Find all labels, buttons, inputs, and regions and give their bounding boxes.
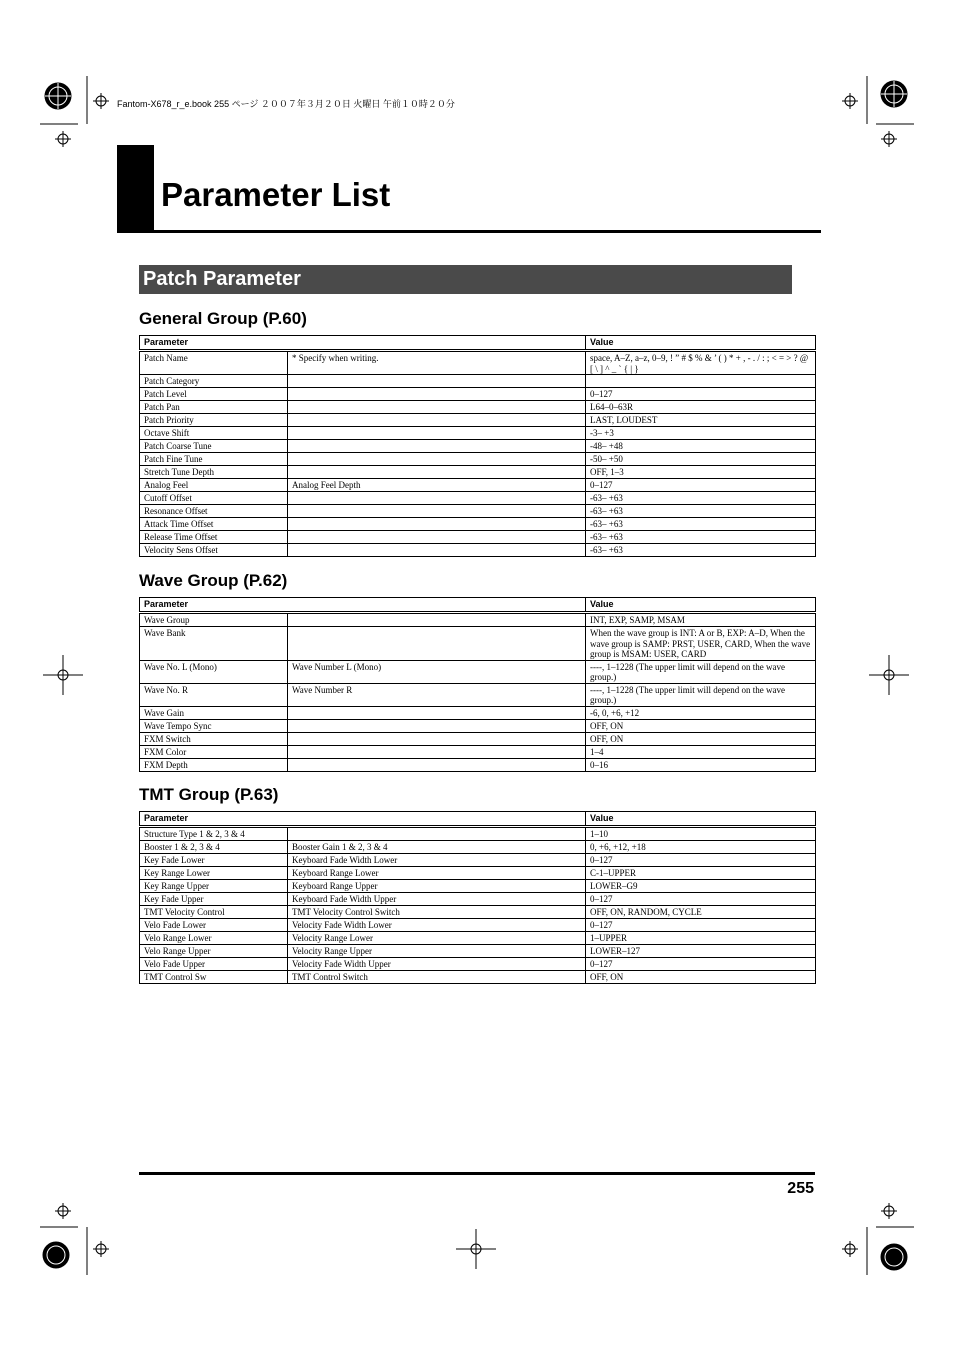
- table-row: [140, 971, 816, 984]
- cell-full-name: [288, 414, 586, 427]
- cell-value: 1–UPPER: [586, 932, 816, 945]
- table-row: [140, 958, 816, 971]
- table-row: [140, 827, 816, 841]
- table-row: [140, 758, 816, 771]
- cell-value: LAST, LOUDEST: [586, 414, 816, 427]
- cell-parameter: Patch Pan: [140, 401, 288, 414]
- table-row: [140, 388, 816, 401]
- cell-parameter: FXM Color: [140, 745, 288, 758]
- cell-full-name: [288, 827, 586, 841]
- table-row: [140, 351, 816, 375]
- cell-parameter: Key Fade Lower: [140, 854, 288, 867]
- cell-value: 0–127: [586, 919, 816, 932]
- cell-parameter: Key Fade Upper: [140, 893, 288, 906]
- cell-full-name: Velocity Fade Width Lower: [288, 919, 586, 932]
- wave-group-heading: Wave Group (P.62): [139, 571, 288, 590]
- general-group-table: [139, 335, 816, 557]
- table-row: [140, 627, 816, 661]
- cell-value: -63– +63: [586, 544, 816, 557]
- title-block-decoration: [117, 145, 154, 233]
- cell-parameter: Wave No. L (Mono): [140, 660, 288, 683]
- table-row: [140, 375, 816, 388]
- cell-parameter: Patch Name: [140, 351, 288, 375]
- cell-full-name: TMT Control Switch: [288, 971, 586, 984]
- cell-parameter: Cutoff Offset: [140, 492, 288, 505]
- cell-parameter: Wave Group: [140, 613, 288, 627]
- table-row: [140, 854, 816, 867]
- cell-parameter: Velo Fade Lower: [140, 919, 288, 932]
- table-row: [140, 919, 816, 932]
- cell-value: -63– +63: [586, 518, 816, 531]
- general-group-heading: General Group (P.60): [139, 309, 307, 328]
- cell-full-name: [288, 492, 586, 505]
- cell-full-name: Velocity Range Lower: [288, 932, 586, 945]
- table-row: [140, 544, 816, 557]
- file-info-header: Fantom-X678_r_e.book 255 ページ ２００７年３月２０日 火曜日 午前１０時２０分: [117, 99, 455, 109]
- cell-full-name: [288, 544, 586, 557]
- cell-full-name: TMT Velocity Control Switch: [288, 906, 586, 919]
- cell-parameter: FXM Switch: [140, 732, 288, 745]
- page-title: Parameter List: [161, 176, 391, 213]
- cell-value: -63– +63: [586, 492, 816, 505]
- cell-value: OFF, ON: [586, 719, 816, 732]
- cell-value: 0–127: [586, 893, 816, 906]
- table-row: [140, 683, 816, 706]
- table-row: [140, 719, 816, 732]
- table-row: [140, 906, 816, 919]
- cell-full-name: [288, 453, 586, 466]
- cell-parameter: Patch Priority: [140, 414, 288, 427]
- cell-full-name: [288, 466, 586, 479]
- column-header-parameter: Parameter: [140, 598, 586, 613]
- table-header-row: [140, 336, 816, 351]
- tmt-group-heading: TMT Group (P.63): [139, 785, 279, 804]
- cell-value: -50– +50: [586, 453, 816, 466]
- cell-full-name: [288, 375, 586, 388]
- cell-value: -63– +63: [586, 531, 816, 544]
- cell-full-name: Keyboard Fade Width Upper: [288, 893, 586, 906]
- table-row: [140, 466, 816, 479]
- cell-full-name: Keyboard Range Lower: [288, 867, 586, 880]
- cell-full-name: [288, 758, 586, 771]
- cell-full-name: [288, 719, 586, 732]
- table-row: [140, 453, 816, 466]
- cell-parameter: Wave Bank: [140, 627, 288, 661]
- table-header-row: [140, 598, 816, 613]
- cell-full-name: Velocity Range Upper: [288, 945, 586, 958]
- table-row: [140, 880, 816, 893]
- cell-parameter: Key Range Lower: [140, 867, 288, 880]
- table-header-row: [140, 812, 816, 827]
- cell-full-name: Keyboard Fade Width Lower: [288, 854, 586, 867]
- cell-parameter: Velo Fade Upper: [140, 958, 288, 971]
- cell-parameter: Booster 1 & 2, 3 & 4: [140, 841, 288, 854]
- cell-value: 0–127: [586, 388, 816, 401]
- cell-value: C-1–UPPER: [586, 867, 816, 880]
- cell-full-name: [288, 613, 586, 627]
- cell-full-name: [288, 401, 586, 414]
- cell-value: LOWER–127: [586, 945, 816, 958]
- cell-full-name: [288, 745, 586, 758]
- table-row: [140, 427, 816, 440]
- cell-value: -63– +63: [586, 505, 816, 518]
- cell-parameter: Resonance Offset: [140, 505, 288, 518]
- cell-full-name: Wave Number L (Mono): [288, 660, 586, 683]
- cell-parameter: Release Time Offset: [140, 531, 288, 544]
- table-row: [140, 932, 816, 945]
- column-header-value: Value: [586, 598, 816, 613]
- column-header-parameter: Parameter: [140, 812, 586, 827]
- cell-parameter: Wave No. R: [140, 683, 288, 706]
- table-row: [140, 745, 816, 758]
- cell-full-name: [288, 531, 586, 544]
- table-row: [140, 479, 816, 492]
- cell-parameter: Velocity Sens Offset: [140, 544, 288, 557]
- cell-full-name: [288, 732, 586, 745]
- cell-value: OFF, 1–3: [586, 466, 816, 479]
- section-heading: Patch Parameter: [139, 265, 792, 294]
- cell-value: space, A–Z, a–z, 0–9, ! ” # $ % & ’ ( ) * + , - . / : ; < = > ? @ [ \ ] ^ _ ` { | }: [586, 351, 816, 375]
- cell-full-name: [288, 706, 586, 719]
- cell-parameter: Structure Type 1 & 2, 3 & 4: [140, 827, 288, 841]
- cell-full-name: * Specify when writing.: [288, 351, 586, 375]
- cell-value: OFF, ON: [586, 971, 816, 984]
- cell-parameter: Wave Gain: [140, 706, 288, 719]
- cell-parameter: Patch Level: [140, 388, 288, 401]
- table-row: [140, 893, 816, 906]
- cell-value: INT, EXP, SAMP, MSAM: [586, 613, 816, 627]
- cell-full-name: Analog Feel Depth: [288, 479, 586, 492]
- cell-parameter: Key Range Upper: [140, 880, 288, 893]
- cell-parameter: Wave Tempo Sync: [140, 719, 288, 732]
- cell-value: 0–16: [586, 758, 816, 771]
- cell-value: ----, 1–1228 (The upper limit will depend on the wave group.): [586, 683, 816, 706]
- table-row: [140, 706, 816, 719]
- cell-full-name: Velocity Fade Width Upper: [288, 958, 586, 971]
- cell-parameter: FXM Depth: [140, 758, 288, 771]
- table-row: [140, 732, 816, 745]
- cell-value: -6, 0, +6, +12: [586, 706, 816, 719]
- table-row: [140, 401, 816, 414]
- cell-value: 0, +6, +12, +18: [586, 841, 816, 854]
- cell-value: 0–127: [586, 958, 816, 971]
- table-row: [140, 518, 816, 531]
- cell-full-name: [288, 627, 586, 661]
- cell-full-name: [288, 505, 586, 518]
- cell-value: -3– +3: [586, 427, 816, 440]
- cell-value: [586, 375, 816, 388]
- cell-full-name: Wave Number R: [288, 683, 586, 706]
- column-header-value: Value: [586, 336, 816, 351]
- table-row: [140, 613, 816, 627]
- cell-parameter: TMT Velocity Control: [140, 906, 288, 919]
- cell-parameter: Attack Time Offset: [140, 518, 288, 531]
- cell-full-name: [288, 427, 586, 440]
- footer-rule: [139, 1172, 815, 1175]
- wave-group-table: [139, 597, 816, 772]
- cell-value: LOWER–G9: [586, 880, 816, 893]
- table-row: [140, 505, 816, 518]
- cell-value: ----, 1–1228 (The upper limit will depend on the wave group.): [586, 660, 816, 683]
- cell-full-name: Booster Gain 1 & 2, 3 & 4: [288, 841, 586, 854]
- column-header-parameter: Parameter: [140, 336, 586, 351]
- cell-parameter: Velo Range Lower: [140, 932, 288, 945]
- cell-value: 0–127: [586, 854, 816, 867]
- cell-parameter: Velo Range Upper: [140, 945, 288, 958]
- table-row: [140, 945, 816, 958]
- cell-full-name: [288, 518, 586, 531]
- page-number: 255: [787, 1180, 814, 1197]
- cell-parameter: Patch Category: [140, 375, 288, 388]
- cell-value: -48– +48: [586, 440, 816, 453]
- column-header-value: Value: [586, 812, 816, 827]
- table-row: [140, 841, 816, 854]
- cell-value: When the wave group is INT: A or B, EXP: A–D, When the wave group is SAMP: PRST, USER, CARD, When the wave group is MSAM: USER, CARD: [586, 627, 816, 661]
- cell-value: L64–0–63R: [586, 401, 816, 414]
- cell-full-name: [288, 388, 586, 401]
- title-rule: [117, 230, 821, 233]
- cell-value: 1–10: [586, 827, 816, 841]
- cell-parameter: Octave Shift: [140, 427, 288, 440]
- tmt-group-table: [139, 811, 816, 984]
- cell-parameter: Stretch Tune Depth: [140, 466, 288, 479]
- table-row: [140, 492, 816, 505]
- table-row: [140, 660, 816, 683]
- cell-value: 0–127: [586, 479, 816, 492]
- cell-parameter: Patch Fine Tune: [140, 453, 288, 466]
- cell-full-name: Keyboard Range Upper: [288, 880, 586, 893]
- cell-value: OFF, ON, RANDOM, CYCLE: [586, 906, 816, 919]
- cell-parameter: TMT Control Sw: [140, 971, 288, 984]
- cell-parameter: Patch Coarse Tune: [140, 440, 288, 453]
- table-row: [140, 414, 816, 427]
- table-row: [140, 531, 816, 544]
- table-row: [140, 867, 816, 880]
- cell-value: 1–4: [586, 745, 816, 758]
- table-row: [140, 440, 816, 453]
- cell-full-name: [288, 440, 586, 453]
- cell-parameter: Analog Feel: [140, 479, 288, 492]
- cell-value: OFF, ON: [586, 732, 816, 745]
